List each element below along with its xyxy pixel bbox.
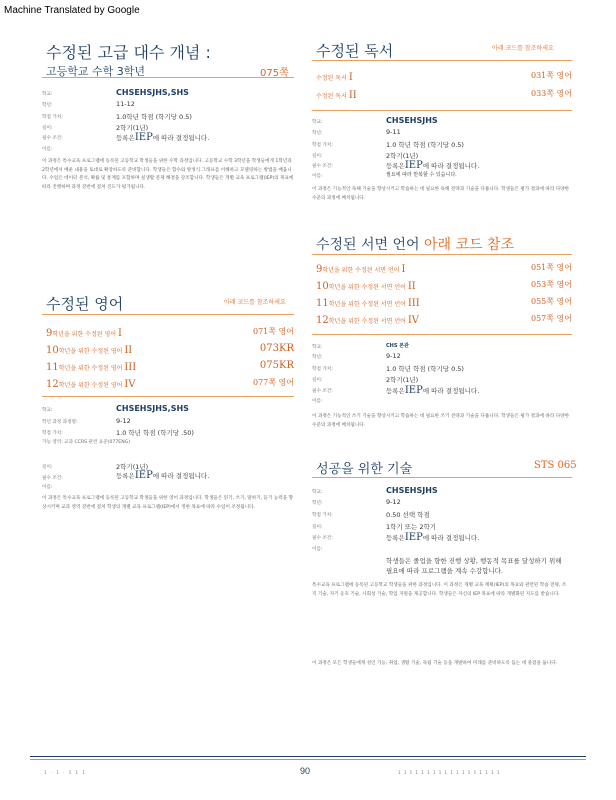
field-value: 1.0 학년 학점 (학기당 .50) xyxy=(116,429,194,437)
course4-title-main: 수정된 서면 언어 xyxy=(316,237,420,253)
course-code: 031쪽 영어 xyxy=(531,71,572,80)
value-pre: 등록은 xyxy=(116,134,135,142)
course-name: 수정된 독서 II xyxy=(316,90,357,101)
course3-list-rule xyxy=(312,110,572,111)
course1-subtitle: 고등학교 수학 3학년 xyxy=(46,65,145,78)
course-row xyxy=(316,313,572,329)
field-label: 이름: xyxy=(312,547,323,552)
footer-left-text: 1 · 1 · 1 1 1 xyxy=(44,770,87,775)
iep-term: IEP xyxy=(134,470,153,481)
field-value: CHSEHSJHS xyxy=(386,116,438,125)
course-code: 073KR xyxy=(259,343,294,354)
footer-rule-top xyxy=(30,756,586,757)
field-label: 필수 조건: xyxy=(42,136,63,141)
course2-description: 이 과정은 특수교육 프로그램에 등록된 고등학교 학생들을 위한 영어 과정입니다. 학생들은 읽기, 쓰기, 말하기, 듣기 능력을 향상시키며 교과 영역 전반에 걸쳐 학생의 개별 교육 프로그램(IEP)에서 정한 목표에 따라 수업이 조정됩니다. xyxy=(42,496,294,510)
course5-rule xyxy=(312,477,572,478)
field-label: 필수 조건: xyxy=(312,389,333,394)
level: III xyxy=(124,362,137,373)
iep-term: IEP xyxy=(404,532,423,543)
field-value xyxy=(116,132,209,143)
course-code: 075KR xyxy=(259,360,294,371)
course1-code: 075쪽 xyxy=(260,68,289,79)
course-code: 077쪽 영어 xyxy=(253,378,294,387)
level: I xyxy=(348,72,353,83)
field-label: 학년: xyxy=(312,131,323,136)
field-value: 9-12 xyxy=(386,498,401,506)
field-label: 길이: xyxy=(312,525,323,530)
field-value: 필요에 따라 반복할 수 있습니다. xyxy=(386,172,457,178)
course4-rule xyxy=(312,254,572,255)
field-value: 1.0 학년 학점 (학기당 0.5) xyxy=(386,141,464,149)
course-row xyxy=(316,262,572,278)
field-value: 등록은IEP에 따라 결정됩니다. xyxy=(386,160,480,171)
field-value: 9-12 xyxy=(116,417,131,425)
course2-title: 수정된 영어 xyxy=(46,295,124,313)
course-name: 수정된 독서 I xyxy=(316,72,353,83)
grade-num: 9 xyxy=(46,328,53,339)
course-code: 057쪽 영어 xyxy=(531,314,572,323)
course-name: 11학년을 위한 수정된 영어 III xyxy=(46,362,137,373)
field-value: 1학기 또는 2학기 xyxy=(386,523,437,531)
field-label: 가능 영역: 교과 CCRS 관련 표준(077ENG) xyxy=(42,440,130,445)
course5-description-2: 이 과정은 모든 학생들에게 성인 기능, 취업, 생활 기술, 독립 기술 등을 개발하여 미래를 준비하도록 돕는 데 중점을 둡니다. xyxy=(312,661,558,666)
field-value: 등록은IEP에 따라 결정됩니다. xyxy=(386,532,480,543)
field-label: 이름: xyxy=(312,174,323,179)
level: II xyxy=(124,345,133,356)
field-value: CHS 본관 xyxy=(386,343,409,349)
course-code: 053쪽 영어 xyxy=(531,280,572,289)
field-label: 학점 가치: xyxy=(312,143,333,148)
field-value: 11-12 xyxy=(116,100,135,108)
field-label: 필수 조건: xyxy=(312,536,333,541)
course-name: 11학년을 위한 수정된 서면 언어 III xyxy=(316,298,420,309)
course5-name-note: 학생들은 졸업을 향한 진행 상황, 행동적 목표를 달성하기 위해 필요에 따라 프로그램을 계속 수강합니다. xyxy=(386,557,562,575)
course4-title-accent: 아래 코드 참조 xyxy=(424,237,515,253)
field-label: 이름: xyxy=(312,399,323,404)
course-name: 9학년을 위한 수정된 서면 언어 I xyxy=(316,264,406,275)
field-label: 학점 가치: xyxy=(42,115,63,120)
value-post: 에 따라 결정됩니다. xyxy=(152,134,210,142)
field-label: 이름: xyxy=(42,485,53,490)
field-label: 학교: xyxy=(312,345,323,350)
field-value: CHSEHSJHS,SHS xyxy=(116,404,189,413)
course-code: 051쪽 영어 xyxy=(531,263,572,272)
field-label: 학점 가치: xyxy=(312,513,333,518)
course4-list-rule xyxy=(312,334,572,335)
field-value: CHSEHSJHS xyxy=(386,486,438,495)
field-label: 길이: xyxy=(312,378,323,383)
field-label: 학점 가치: xyxy=(312,367,333,372)
field-value: 1.0학년 학점 (학기당 0.5) xyxy=(116,113,192,121)
grade-num: 11 xyxy=(46,362,59,373)
field-value: 0.50 선택 학점 xyxy=(386,511,430,519)
course-name: 12학년을 위한 수정된 서면 언어 IV xyxy=(316,315,420,326)
field-value: 2학기(1년) xyxy=(116,463,149,471)
course-row xyxy=(46,343,294,359)
field-label: 학교: xyxy=(42,408,53,413)
course5-description: 특수교육 프로그램에 등록된 고등학교 학생들을 위한 과정입니다. 이 과정은 개별 교육 계획(IEP)의 목표와 관련된 학습 전략, 조직 기술, 자기 옹호 기술, 사회성 기술, 학업 지원을 제공합니다. 학생들은 자신의 IEP 목표에 따라 개별화된 지도를 받습니다. xyxy=(312,583,567,597)
field-label: 학점 가치: xyxy=(42,431,63,436)
iep-term: IEP xyxy=(404,385,423,396)
course3-title: 수정된 독서 xyxy=(316,42,394,60)
field-label: 길이: xyxy=(42,465,53,470)
course-row xyxy=(46,360,294,376)
course1-description: 이 과정은 특수교육 프로그램에 등록된 고등학교 학생들을 위한 수학 과정입니다. 고등학교 수학 3학년을 학생들에게 1학년과 2학년에서 배운 내용을 토대로 확장하도록 준비합니다. 학생들은 함수와 방정식 그래프를 이해하고 모델링하는 방법을 배웁니다. 수업은 데이터 분석, 확률 및 통계를 포함하며 실생활 문제 해결을 강조합니다. 학생들은 개별 교육 프로그램(IEP)의 목표에 따라 진행하며 과정 전반에 걸쳐 진도가 평가됩니다. xyxy=(42,159,294,190)
course-row xyxy=(46,326,294,342)
field-value: 2학기(1년) xyxy=(386,376,419,384)
course2-list-rule xyxy=(42,396,294,397)
course2-note: 아래 코드를 참조하세요 xyxy=(224,299,286,306)
field-label: 길이: xyxy=(42,126,53,131)
grade-num: 10 xyxy=(46,345,59,356)
course-code: 033쪽 영어 xyxy=(531,89,572,98)
course3-note: 아래 코드를 참조하세요 xyxy=(492,45,554,52)
course-name: 9학년을 위한 수정된 영어 I xyxy=(46,328,122,339)
field-label: 길이: xyxy=(312,154,323,159)
level: II xyxy=(348,90,357,101)
grade-num: 12 xyxy=(46,379,59,390)
course4-title xyxy=(316,234,514,254)
level: IV xyxy=(124,379,136,390)
course-code: 071쪽 영어 xyxy=(253,327,294,336)
iep-term: IEP xyxy=(404,160,423,171)
iep-term: IEP xyxy=(134,132,153,143)
course-name: 10학년을 위한 수정된 영어 II xyxy=(46,345,133,356)
course-name: 10학년을 위한 수정된 서면 언어 II xyxy=(316,281,416,292)
field-label: 학년: xyxy=(312,501,323,506)
course-row xyxy=(316,88,572,104)
field-value: 9-12 xyxy=(386,352,401,360)
field-label: 학년: xyxy=(42,103,53,108)
field-value: 1.0 학년 학점 (학기당 0.5) xyxy=(386,365,464,373)
course4-description: 이 과정은 기능적인 쓰기 기술을 향상시키고 학습하는 데 필요한 쓰기 전략과 기술을 다룹니다. 학생들은 평가 결과에 따라 다양한 수준의 과정에 배치됩니다. xyxy=(312,414,570,428)
field-label: 학년: xyxy=(312,355,323,360)
field-value: 2학기(1년) xyxy=(386,152,419,160)
course-row xyxy=(316,296,572,312)
field-value: 등록은IEP에 따라 결정됩니다. xyxy=(116,470,210,481)
field-value: 9-11 xyxy=(386,128,401,136)
machine-translated-banner: Machine Translated by Google xyxy=(4,5,140,16)
course3-description: 이 과정은 기능적인 독해 기술을 향상시키고 학습하는 데 필요한 독해 전략과 기술을 다룹니다. 학생들은 평가 결과에 따라 다양한 수준의 과정에 배치됩니다. xyxy=(312,187,570,201)
page-number: 90 xyxy=(300,766,311,776)
field-label: 학교: xyxy=(312,120,323,125)
left-column xyxy=(42,0,294,760)
course5-code: STS 065 xyxy=(534,460,577,471)
field-label: 학교: xyxy=(42,92,53,97)
course-code: 055쪽 영어 xyxy=(531,297,572,306)
course3-rule xyxy=(312,60,572,61)
footer-rule-bottom xyxy=(30,759,586,760)
course-name: 12학년을 위한 수정된 영어 IV xyxy=(46,379,136,390)
course1-rule xyxy=(42,77,294,78)
field-label: 학년 과정 과정명: xyxy=(42,420,78,425)
footer-right-text: 1 1 1 1 1 1 1 1 1 1 1 1 1 1 1 1 1 1 xyxy=(398,770,501,775)
field-label: 필수 조건: xyxy=(312,164,333,169)
field-value: 2학기(1년) xyxy=(116,124,149,132)
course-row xyxy=(316,279,572,295)
course-row xyxy=(316,70,572,86)
field-value: CHSEHSJHS,SHS xyxy=(116,88,189,97)
field-label: 필수 조건: xyxy=(42,476,63,481)
right-column xyxy=(312,0,577,760)
course1-title: 수정된 고급 대수 개념 : xyxy=(46,43,211,62)
course2-rule xyxy=(42,314,294,315)
field-label: 학교: xyxy=(312,490,323,495)
level: I xyxy=(117,328,122,339)
course5-title: 성공을 위한 기술 xyxy=(316,462,413,477)
field-label: 이름: xyxy=(42,147,53,152)
field-value: 등록은IEP에 따라 결정됩니다. xyxy=(386,385,480,396)
course-row xyxy=(46,377,294,393)
